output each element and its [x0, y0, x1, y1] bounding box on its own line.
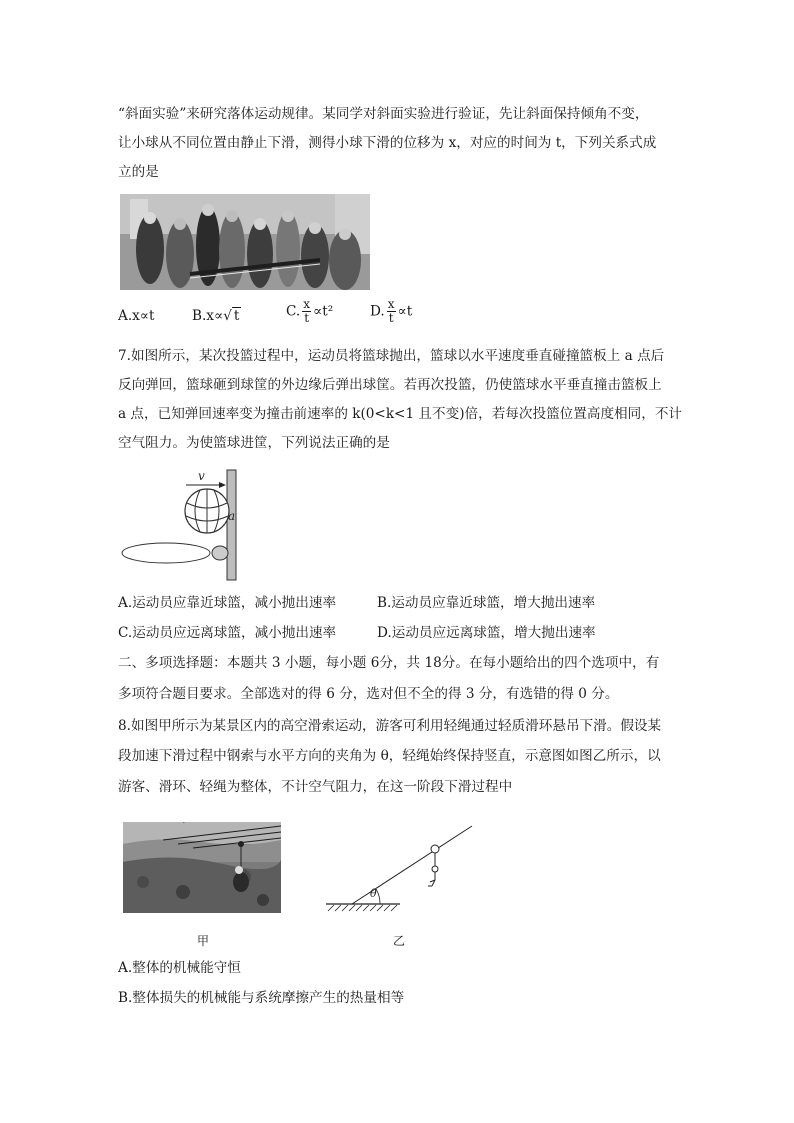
- q6-option-b-radicand: t: [233, 308, 240, 324]
- velocity-label: v: [198, 469, 205, 483]
- q6-option-d-fraction: [387, 298, 396, 325]
- q6-line-1: “斜面实验”来研究落体运动规律。某同学对斜面实验进行验证，先让斜面保持倾角不变，: [118, 106, 649, 122]
- zipline-photo-illustration: [123, 822, 281, 913]
- q6-option-d-suffix: ∝t: [397, 303, 413, 320]
- section-2-line-1: 二、多项选择题：本题共 3 小题，每小题 6分，共 18分。在每小题给出的四个选项中，有: [118, 655, 660, 671]
- q7-option-b: B.运动员应靠近球篮，增大抛出速率: [377, 595, 596, 611]
- galileo-painting-image: [120, 194, 370, 290]
- painting-illustration: [120, 194, 370, 290]
- q6-option-a: A.x∝t: [118, 308, 155, 324]
- q8-line-2: 段加速下滑过程中钢索与水平方向的夹角为 θ，轻绳始终保持竖直，示意图如图乙所示，以: [118, 748, 661, 764]
- q8-line-1: 8.如图甲所示为某景区内的高空滑索运动，游客可利用轻绳通过轻质滑环悬吊下滑。假设某: [118, 718, 662, 734]
- section-2-line-2: 多项符合题目要求。全部选对的得 6 分，选对但不全的得 3 分，有选错的得 0 分。: [118, 686, 619, 702]
- q6-option-c-prefix: C.: [286, 303, 301, 320]
- q6-option-c-denominator: t: [304, 311, 310, 325]
- q6-option-c-suffix: ∝t²: [313, 303, 334, 320]
- q6-option-d: [370, 298, 412, 325]
- q8-option-a: A.整体的机械能守恒: [118, 960, 241, 976]
- ground-hatching: [328, 905, 397, 911]
- zipline-schematic: [322, 822, 474, 914]
- point-a-label: a: [228, 509, 236, 523]
- q6-option-d-denominator: t: [388, 311, 394, 325]
- backboard: [227, 470, 236, 580]
- q8-line-3: 游客、滑环、轻绳为整体，不计空气阻力，在这一阶段下滑过程中: [118, 779, 513, 795]
- q6-option-c-numerator: x: [303, 297, 311, 311]
- tourist-figure: [428, 866, 438, 886]
- q6-line-3: 立的是: [118, 164, 159, 180]
- q7-line-2: 反向弹回，篮球砸到球筐的外边缘后弹出球筐。若再次投篮，仍使篮球水平垂直撞击篮板上: [118, 377, 662, 393]
- q7-option-d: D.运动员应远离球篮，增大抛出速率: [377, 625, 596, 641]
- zipline-photo: [123, 822, 281, 913]
- q7-option-a: A.运动员应靠近球篮，减小抛出速率: [118, 595, 337, 611]
- q6-option-c: [286, 298, 333, 325]
- q6-option-b: [192, 306, 241, 326]
- q6-line-2: 让小球从不同位置由静止下滑，测得小球下滑的位移为 x，对应的时间为 t，下列关系式成: [118, 135, 657, 151]
- basketball-diagram: [120, 468, 250, 584]
- sqrt-symbol: √ t: [223, 308, 240, 324]
- q7-line-3: a 点，已知弹回速率变为撞击前速率的 k(0<k<1 且不变)倍，若每次投篮位置高度相同，不计: [118, 406, 683, 422]
- q6-option-b-prefix: B.x∝: [192, 308, 224, 324]
- q7-line-1: 7.如图所示，某次投篮过程中，运动员将篮球抛出，篮球以水平速度垂直碰撞篮板上 a 点后: [118, 348, 665, 364]
- caption-jia: 甲: [197, 934, 210, 948]
- caption-yi: 乙: [393, 934, 406, 948]
- q8-option-b: B.整体损失的机械能与系统摩擦产生的热量相等: [118, 990, 405, 1006]
- arrowhead-icon: [219, 482, 226, 488]
- q6-option-c-fraction: [302, 298, 311, 325]
- q6-option-d-numerator: x: [387, 297, 395, 311]
- basketball: [185, 489, 229, 533]
- slide-ring: [431, 845, 439, 853]
- q7-option-c: C.运动员应远离球篮，减小抛出速率: [118, 625, 337, 641]
- hoop-rim: [122, 543, 210, 563]
- rim-joint: [212, 546, 228, 560]
- angle-theta-label: θ: [370, 887, 377, 900]
- q7-line-4: 空气阻力。为使篮球进筐，下列说法正确的是: [118, 435, 390, 451]
- q6-option-d-prefix: D.: [370, 303, 385, 320]
